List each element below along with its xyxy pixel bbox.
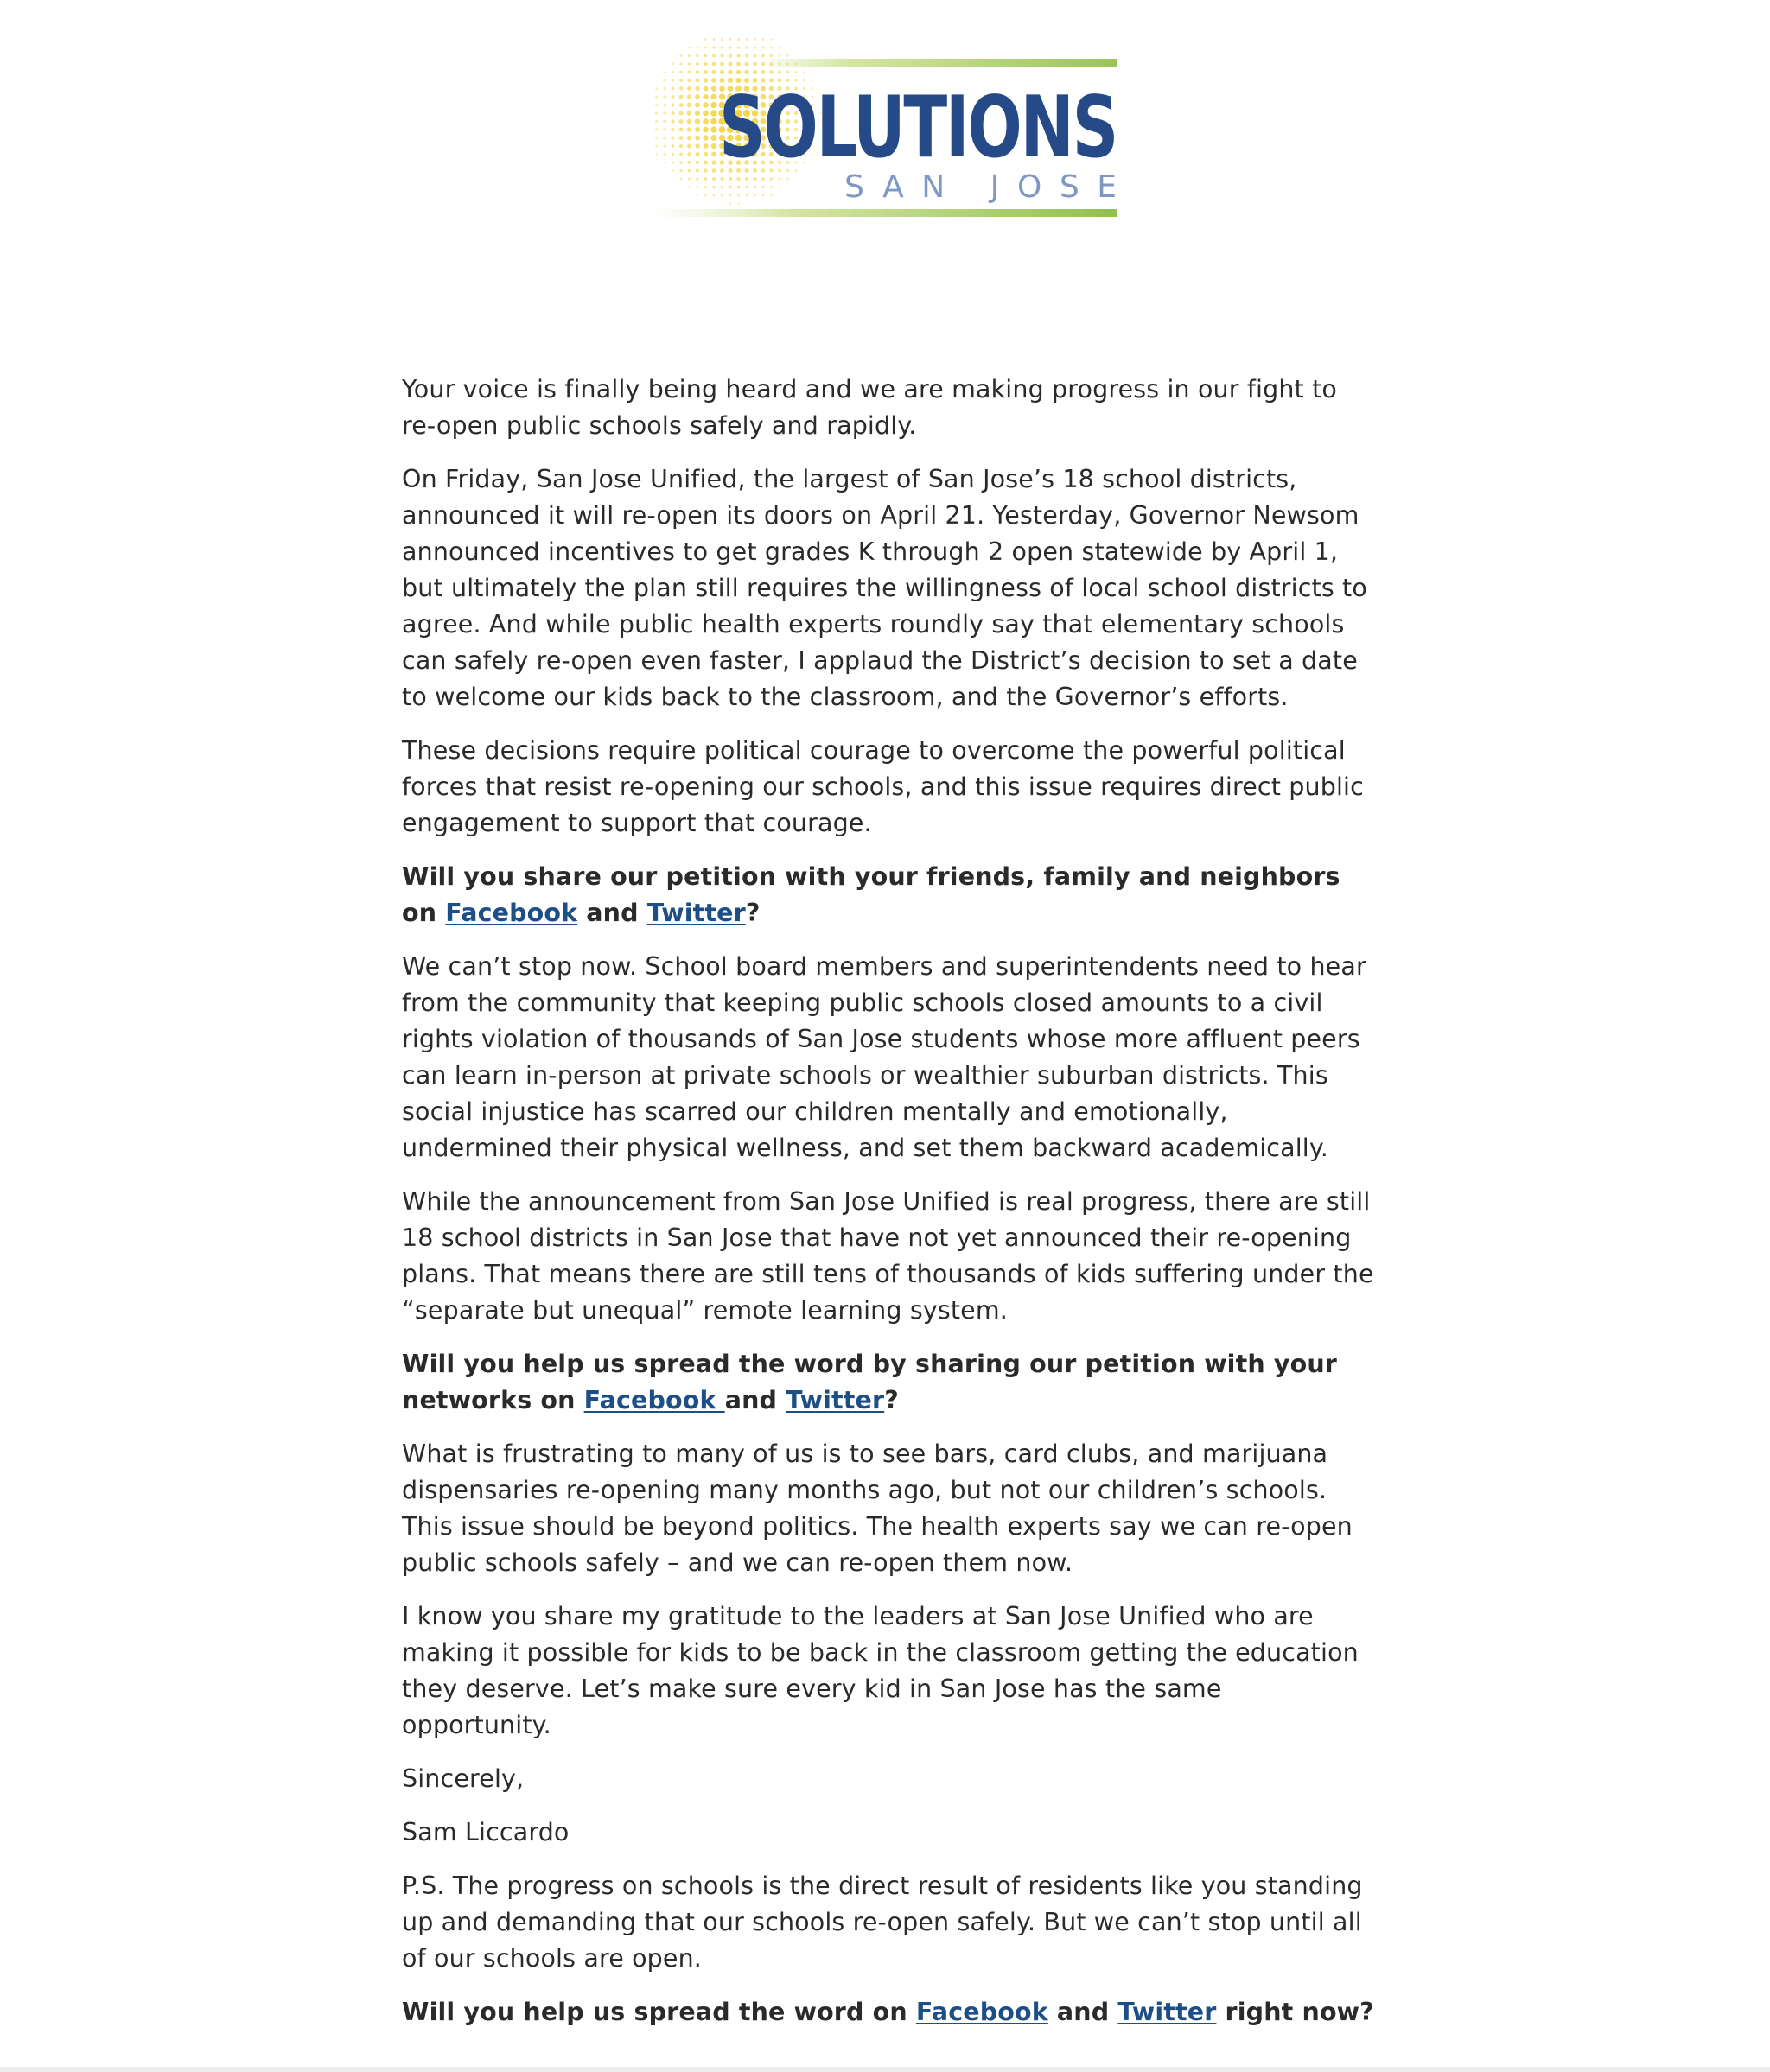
- sun-dot: [663, 111, 666, 115]
- sun-dot: [729, 38, 732, 41]
- sun-dot: [710, 118, 717, 125]
- sun-dot: [704, 78, 708, 82]
- paragraph-frustrating: What is frustrating to many of us is to see bars, card clubs, and marijuana dispensaries re-opening many months ago, but not our children’s schools. This issue should be beyond politics. The health experts say we can re-open public schools safely – and we can re-open them now.: [402, 1440, 1353, 1577]
- sun-dot: [663, 87, 665, 90]
- sun-dot: [679, 136, 684, 140]
- sun-dot: [729, 62, 733, 67]
- closing: Sincerely,: [402, 1764, 525, 1793]
- sun-dot: [704, 161, 708, 165]
- sun-dot: [745, 186, 748, 189]
- sun-dot: [713, 38, 716, 41]
- sun-dot: [703, 102, 709, 108]
- cta-spread-word: Will you help us spread the word by sharing our petition with your networks on Facebook and Twitter?: [402, 1350, 1337, 1414]
- sun-dot: [687, 86, 691, 91]
- sun-dot: [779, 47, 781, 49]
- sun-dot: [663, 144, 665, 147]
- sun-dot: [729, 54, 732, 57]
- sun-dot: [710, 102, 716, 108]
- sun-dot: [703, 135, 708, 140]
- facebook-link[interactable]: Facebook: [445, 899, 578, 927]
- sun-dot: [762, 38, 765, 41]
- sun-dot: [680, 54, 683, 57]
- paragraph-gratitude: I know you share my gratitude to the leaders at San Jose Unified who are making it possible for kids to be back in the classroom getting the education they deserve. Let’s make sure every kid in San Jose has the same opportunity.: [402, 1602, 1359, 1739]
- sun-dot: [770, 177, 774, 181]
- sun-dot: [687, 119, 692, 124]
- sun-dot: [687, 161, 691, 164]
- sun-dot: [779, 186, 781, 188]
- sun-dot: [696, 54, 698, 57]
- sun-dot: [655, 120, 658, 123]
- sun-dot: [754, 186, 756, 188]
- sun-dot: [745, 62, 749, 67]
- sun-dot: [671, 111, 674, 115]
- sun-dot: [703, 111, 709, 117]
- sun-dot: [679, 128, 684, 132]
- sun-dot: [770, 194, 772, 196]
- sun-dot: [672, 63, 674, 66]
- sun-dot: [696, 177, 698, 180]
- sun-dot: [704, 186, 707, 188]
- sun-dot: [655, 129, 658, 131]
- sun-dot: [778, 54, 780, 57]
- sun-dot: [736, 70, 742, 75]
- sun-dot: [664, 71, 666, 73]
- sun-dot: [754, 54, 757, 58]
- sun-dot: [712, 54, 716, 58]
- sun-dot: [712, 168, 716, 173]
- paragraph-cant-stop: We can’t stop now. School board members and superintendents need to hear from the community that keeping public schools closed amounts to a civil rights violation of thousands of San Jose students whose more affluent peers can learn in-person at private schools or wealthier suburban districts. This social injustice has scarred our children mentally and emotionally, undermined their physical wellness, and set them backward academically.: [402, 952, 1366, 1162]
- sun-dot: [704, 143, 709, 149]
- sun-dot: [711, 160, 716, 164]
- sun-dot: [672, 169, 674, 172]
- sun-dot: [721, 194, 723, 197]
- sun-dot: [720, 62, 724, 67]
- sun-dot: [803, 71, 805, 73]
- sun-dot: [704, 46, 707, 48]
- sun-dot: [704, 194, 707, 197]
- sun-dot: [695, 143, 699, 148]
- sun-dot: [745, 46, 748, 49]
- sun-dot: [696, 62, 699, 66]
- sun-dot: [770, 38, 772, 40]
- sun-dot: [687, 70, 691, 73]
- sun-dot: [679, 79, 683, 82]
- sun-dot: [711, 78, 716, 83]
- sun-dot: [711, 152, 716, 157]
- cta-right-now: Will you help us spread the word on Facebook and Twitter right now?: [402, 1998, 1374, 2026]
- sun-dot: [688, 177, 691, 180]
- sun-dot: [754, 194, 756, 197]
- twitter-link[interactable]: Twitter: [1117, 1998, 1217, 2026]
- sun-dot: [672, 161, 674, 163]
- sun-dot: [737, 194, 740, 197]
- twitter-link[interactable]: Twitter: [646, 899, 746, 927]
- sun-dot: [696, 70, 700, 74]
- sun-dot: [794, 71, 797, 73]
- sun-dot: [696, 168, 699, 172]
- sun-dot: [744, 70, 748, 74]
- sun-dot: [655, 153, 657, 155]
- sun-dot: [704, 62, 707, 66]
- sun-dot: [778, 70, 781, 73]
- sun-dot: [711, 86, 716, 91]
- sun-dot: [696, 79, 700, 83]
- sun-dot: [762, 194, 765, 197]
- sun-dot: [655, 104, 658, 106]
- sun-dot: [728, 70, 733, 75]
- sun-dot: [688, 54, 691, 57]
- sun-dot: [703, 94, 708, 99]
- sun-dot: [695, 111, 700, 116]
- sun-dot: [672, 137, 675, 140]
- sun-dot: [703, 127, 709, 133]
- sun-dot: [712, 46, 715, 48]
- sun-dot: [761, 186, 764, 188]
- sun-dot: [672, 144, 675, 148]
- sun-dot: [687, 127, 691, 131]
- sun-dot: [688, 186, 691, 188]
- sun-dot: [695, 152, 699, 156]
- paragraph-progress: While the announcement from San Jose Unified is real progress, there are still 18 school districts in San Jose that have not yet announced their re-opening plans. That means there are still tens of thousands of kids suffering under the “separate but unequal” remote learning system.: [402, 1187, 1374, 1325]
- sun-dot: [736, 62, 741, 67]
- sun-dot: [695, 94, 700, 99]
- sun-dot: [753, 177, 756, 181]
- sun-dot: [720, 177, 723, 181]
- sun-dot: [704, 54, 708, 58]
- sun-dot: [655, 137, 658, 139]
- sun-dot: [736, 54, 740, 57]
- sun-dot: [720, 70, 724, 74]
- sun-dot: [711, 135, 717, 141]
- sun-dot: [786, 71, 790, 74]
- sun-dot: [695, 86, 699, 91]
- sun-dot: [663, 95, 665, 98]
- sun-dot: [655, 145, 658, 148]
- sun-dot: [737, 202, 739, 204]
- sun-dot: [679, 86, 683, 90]
- sun-dot: [697, 47, 699, 49]
- sun-dot: [680, 178, 683, 181]
- sun-dot: [770, 47, 773, 49]
- sun-dot: [745, 54, 748, 57]
- logo-wordmark: SOLUTIONS: [719, 79, 1117, 177]
- sun-dot: [761, 46, 764, 48]
- logo-subtitle: SAN JOSE: [844, 169, 1117, 205]
- facebook-link[interactable]: Facebook: [915, 1998, 1048, 2026]
- twitter-link[interactable]: Twitter: [786, 1386, 885, 1414]
- sun-dot: [720, 54, 723, 57]
- sun-dot: [761, 177, 765, 181]
- sun-dot: [704, 38, 707, 41]
- cta-share-petition: Will you share our petition with your friends, family and neighbors on Facebook and Twitter?: [402, 862, 1340, 927]
- sun-dot: [704, 168, 707, 172]
- sun-dot: [679, 152, 683, 156]
- sun-dot: [736, 177, 740, 181]
- sun-dot: [663, 137, 665, 139]
- sun-dot: [704, 70, 708, 74]
- sun-dot: [671, 128, 674, 131]
- sun-dot: [695, 102, 700, 107]
- sun-dot: [729, 46, 732, 49]
- sun-dot: [672, 71, 674, 73]
- sun-dot: [769, 70, 774, 74]
- sun-dot: [688, 169, 691, 173]
- sun-dot: [671, 103, 674, 106]
- sun-dot: [737, 38, 740, 41]
- sun-dot: [721, 186, 724, 189]
- sun-dot: [704, 152, 708, 156]
- solutions-san-jose-logo: [640, 22, 1124, 230]
- sun-dot: [754, 38, 756, 41]
- sun-dot: [688, 62, 691, 66]
- sun-dot: [710, 110, 717, 117]
- sun-dot: [721, 38, 723, 41]
- sun-dot: [672, 87, 675, 91]
- sun-dot: [745, 177, 748, 181]
- sun-dot: [655, 112, 658, 115]
- sun-dot: [655, 96, 658, 99]
- sun-dot: [704, 177, 708, 181]
- logo-top-bar: [761, 59, 1117, 67]
- sun-dot: [786, 178, 789, 181]
- sun-dot: [679, 71, 683, 74]
- sun-dot: [711, 70, 716, 74]
- sun-dot: [753, 62, 757, 67]
- sun-dot: [696, 161, 700, 165]
- paragraph-intro: Your voice is finally being heard and we are making progress in our fight to re-open public schools safely and rapidly.: [402, 375, 1337, 440]
- sun-dot: [786, 54, 789, 57]
- sun-dot: [664, 153, 666, 156]
- sun-dot: [695, 127, 700, 132]
- letter-body: [402, 372, 1378, 2048]
- sun-dot: [664, 79, 666, 82]
- postscript: P.S. The progress on schools is the direct result of residents like you standing up and demanding that our schools re-open safely. But we can’t stop until all of our schools are open.: [402, 1872, 1363, 1973]
- sun-dot: [697, 186, 699, 188]
- sun-dot: [664, 162, 666, 164]
- bottom-divider: [0, 2067, 1770, 2072]
- sun-dot: [746, 38, 748, 41]
- sun-dot: [679, 111, 684, 116]
- sun-dot: [754, 46, 756, 48]
- sun-dot: [729, 194, 732, 197]
- sun-dot: [711, 143, 716, 149]
- signature: Sam Liccardo: [402, 1818, 570, 1846]
- sun-dot: [672, 153, 674, 156]
- sun-dot: [679, 144, 683, 148]
- sun-dot: [663, 104, 666, 107]
- sun-dot: [695, 118, 700, 124]
- sun-dot: [671, 119, 674, 123]
- sun-dot: [663, 120, 666, 124]
- sun-dot: [687, 136, 691, 140]
- sun-dot: [721, 46, 724, 49]
- sun-dot: [729, 186, 732, 189]
- sun-dot: [737, 186, 741, 189]
- sun-dot: [679, 62, 682, 65]
- sun-dot: [778, 177, 780, 180]
- facebook-link[interactable]: Facebook: [583, 1386, 725, 1414]
- sun-dot: [761, 54, 765, 58]
- sun-dot: [713, 194, 716, 197]
- sun-dot: [687, 79, 691, 83]
- sun-dot: [712, 62, 716, 67]
- sun-dot: [687, 103, 691, 107]
- sun-dot: [746, 194, 748, 197]
- sun-dot: [770, 186, 773, 188]
- sun-dot: [697, 194, 698, 196]
- sun-dot: [688, 47, 691, 49]
- sun-dot: [711, 94, 717, 100]
- sun-dot: [712, 177, 716, 181]
- paragraph-announcement: On Friday, San Jose Unified, the largest of San Jose’s 18 school districts, announced it will re-open its doors on April 21. Yesterday, Governor Newsom announced incentives to get grades K through 2 open statewide by April 1, but ultimately the plan still requires the willingness of local school districts to agree. And while public health experts roundly say that elementary schools can safely re-open even faster, I applaud the District’s decision to set a date to welcome our kids back to the classroom, and the Governor’s efforts.: [402, 465, 1367, 711]
- sun-dot: [729, 177, 732, 181]
- sun-dot: [672, 79, 674, 81]
- sun-dot: [679, 169, 682, 172]
- sun-dot: [679, 95, 684, 99]
- sun-dot: [687, 144, 691, 149]
- sun-dot: [695, 136, 700, 141]
- sun-dot: [770, 54, 773, 57]
- sun-dot: [672, 95, 675, 99]
- sun-dot: [737, 46, 741, 49]
- sun-dot: [687, 94, 691, 99]
- paragraph-courage: These decisions require political courage to overcome the powerful political forces that resist re-opening our schools, and this issue requires direct public engagement to support that courage.: [402, 736, 1364, 837]
- sun-dot: [753, 70, 757, 74]
- sun-dot: [679, 161, 683, 164]
- sun-dot: [712, 186, 715, 188]
- sun-dot: [687, 111, 692, 116]
- sun-dot: [679, 119, 684, 124]
- sun-dot: [655, 87, 658, 90]
- logo-bottom-bar: [648, 209, 1117, 217]
- sun-dot: [679, 103, 684, 107]
- sun-dot: [703, 118, 709, 124]
- sun-dot: [729, 202, 731, 204]
- sun-dot: [663, 128, 666, 131]
- sun-dot: [687, 152, 691, 156]
- sun-dot: [761, 70, 766, 74]
- sun-dot: [710, 126, 716, 132]
- sun-dot: [704, 86, 709, 92]
